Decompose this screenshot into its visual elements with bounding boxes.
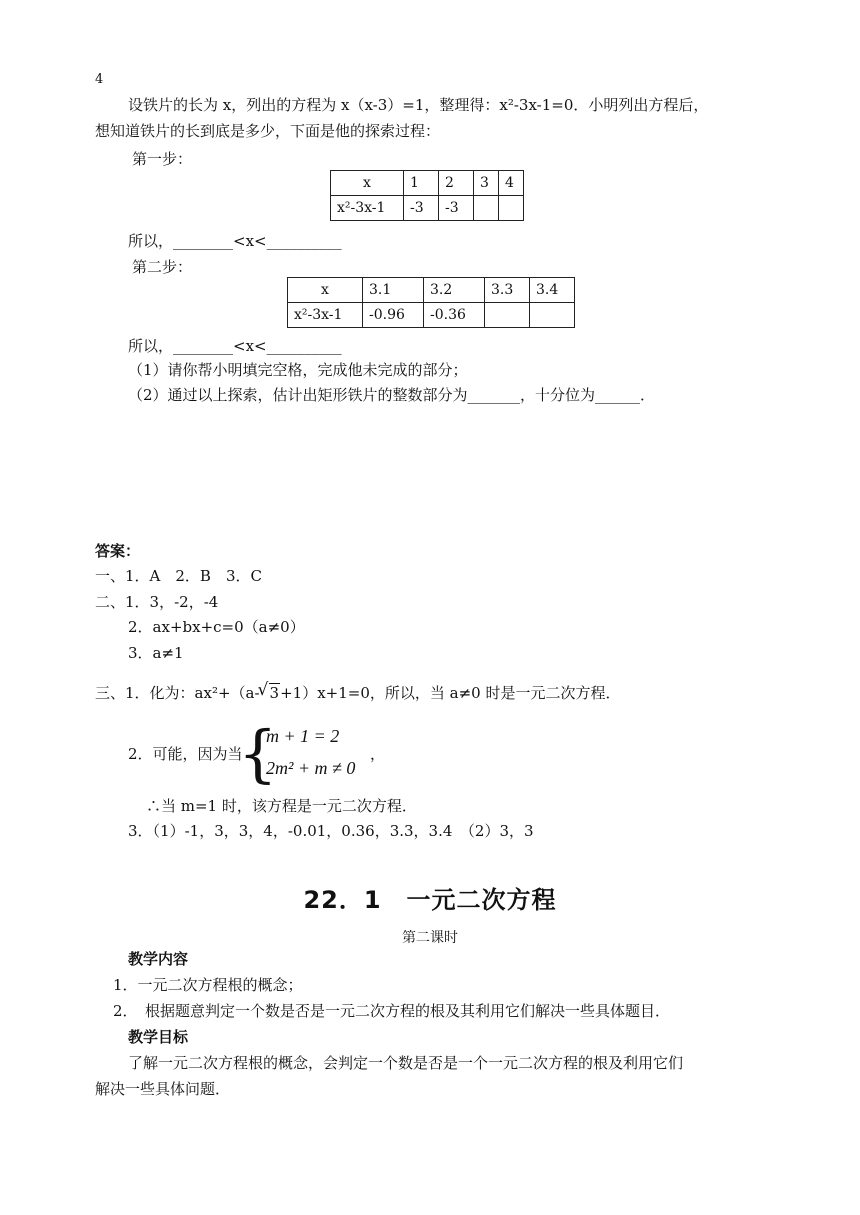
table-cell: x	[288, 278, 363, 303]
table-cell: 3	[474, 171, 499, 196]
answer-part-1: 一、1．A 2．B 3．C	[95, 567, 262, 585]
section-title: 22．1 一元二次方程	[303, 886, 557, 914]
table-row	[331, 171, 524, 196]
answer-part-3-2-pre: 2．可能，因为当	[128, 745, 243, 763]
answers-heading: 答案：	[95, 542, 141, 560]
content-item-2: 2． 根据题意判定一个数是否是一元二次方程的根及其利用它们解决一些具体题目．	[113, 1002, 671, 1020]
table-cell: 3.3	[485, 278, 530, 303]
answer-part-3-2-post: ，	[370, 745, 386, 763]
table-cell	[485, 303, 530, 328]
table-cell	[499, 196, 524, 221]
goal-line-1: 了解一元二次方程根的概念，会判定一个数是否是一个一元二次方程的根及利用它们	[128, 1054, 684, 1072]
step1-table	[330, 170, 524, 221]
table-cell	[474, 196, 499, 221]
goal-heading: 教学目标	[128, 1028, 189, 1046]
step2-so: 所以，________<x<__________	[128, 337, 342, 355]
answer-part-2-1: 二、1．3，-2，-4	[95, 593, 219, 611]
step1-label: 第一步：	[132, 150, 193, 168]
answer-part-2-3: 3．a≠1	[128, 644, 184, 662]
answer-part-3-1-pre: 三、1．化为：ax²+（a-	[95, 684, 260, 702]
answer-part-3-1-post: +1）x+1=0，所以，当 a≠0 时是一元二次方程．	[280, 684, 621, 702]
step2-table	[287, 277, 575, 328]
question-1: （1）请你帮小明填完空格，完成他未完成的部分；	[128, 361, 468, 379]
table-cell: x	[331, 171, 404, 196]
answer-part-3-3: 3．（1）-1，3，3，4，-0.01，0.36，3.3，3.4 （2）3，3	[128, 822, 534, 840]
table-cell: -0.96	[363, 303, 424, 328]
square-root	[260, 680, 281, 706]
step2-label: 第二步：	[132, 258, 193, 276]
answer-part-3-1	[95, 680, 620, 706]
page-number: 4	[95, 72, 104, 87]
question-2: （2）通过以上探索，估计出矩形铁片的整数部分为_______，十分位为______．	[128, 386, 656, 404]
table-cell: 2	[439, 171, 474, 196]
section-subtitle: 第二课时	[402, 930, 458, 946]
table-cell: 3.4	[530, 278, 575, 303]
table-cell: 1	[404, 171, 439, 196]
left-brace-icon: {	[238, 717, 278, 790]
square-root-radicand: 3	[269, 684, 280, 702]
table-cell: 3.2	[424, 278, 485, 303]
intro-line-1: 设铁片的长为 x，列出的方程为 x（x-3）=1，整理得：x²-3x-1=0．小明列出方程后，	[128, 96, 709, 114]
table-cell: -3	[404, 196, 439, 221]
system-equation-2: 2m² + m ≠ 0	[266, 758, 356, 778]
table-cell: -0.36	[424, 303, 485, 328]
table-row	[288, 278, 575, 303]
answer-part-3-2-conclusion: ∴当 m=1 时，该方程是一元二次方程．	[146, 797, 417, 815]
intro-line-2: 想知道铁片的长到底是多少，下面是他的探索过程：	[95, 122, 441, 140]
step1-so: 所以，________<x<__________	[128, 232, 342, 250]
table-cell: x²-3x-1	[331, 196, 404, 221]
table-cell	[530, 303, 575, 328]
table-row	[288, 303, 575, 328]
table-cell: x²-3x-1	[288, 303, 363, 328]
table-cell: 4	[499, 171, 524, 196]
table-cell: 3.1	[363, 278, 424, 303]
answer-part-2-2: 2．ax+bx+c=0（a≠0）	[128, 618, 305, 636]
system-equation-1: m + 1 = 2	[266, 726, 340, 746]
table-cell: -3	[439, 196, 474, 221]
table-row	[331, 196, 524, 221]
goal-line-2: 解决一些具体问题．	[95, 1080, 231, 1098]
content-item-1: 1．一元二次方程根的概念；	[113, 976, 303, 994]
content-heading: 教学内容	[128, 950, 189, 968]
